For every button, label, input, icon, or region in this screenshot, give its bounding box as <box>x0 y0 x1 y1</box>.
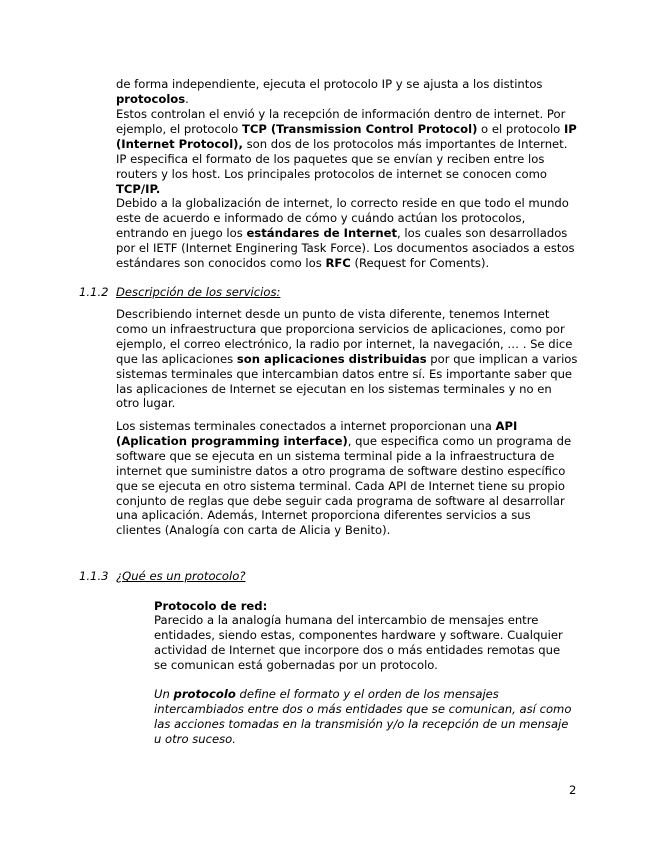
bold-term-protocolos: protocolos <box>116 91 186 106</box>
text-run: , que especifica como un programa de software que se ejecuta en un sistema terminal pide a la infraestructura de internet que suministre datos a otro programa de software destino específico que se ejecuta en otro sistema terminal. Cada API de Internet tiene su propio conjunto de reglas que debe seguir cada programa de software al desarrollar una aplicación. Además, Internet proporciona diferentes servicios a sus clientes (Analogía con carta de Alicia y Benito). <box>116 433 572 538</box>
section-number: 1.1.2 <box>79 285 109 299</box>
bold-term-rfc: RFC <box>325 255 351 270</box>
section-number: 1.1.3 <box>79 569 109 583</box>
text-run: (Request for Coments). <box>350 255 490 270</box>
text-run: Un <box>154 687 174 701</box>
page-number: 2 <box>569 783 577 797</box>
paragraph-protocols-control <box>116 107 578 196</box>
text-run: son dos de los protocolos más importantes de Internet. IP especifica el formato de los paquetes que se envían y reciben entre los routers y los host. Los principales protocolos de internet se conocen como <box>116 136 568 181</box>
text-run: . <box>185 91 189 106</box>
paragraph-globalization <box>116 196 578 271</box>
text-run: o el protocolo <box>477 121 564 136</box>
bold-term-ip: IP (Internet Protocol), <box>116 121 577 151</box>
paragraph-services-description <box>116 307 578 411</box>
text-run: , los cuales son desarrollados por el IETF (Internet Enginering Task Force). Los documentos asociados a estos estándares son conocidos como los <box>116 225 575 270</box>
text-run: Estos controlan el envió y la recepción de información dentro de internet. Por ejemplo, el protocolo <box>116 107 566 136</box>
text-run: por que implican a varios sistemas terminales que intercambian datos entre sí. Es importante saber que las aplicaciones de Internet se ejecutan en los sistemas terminales y no en otro lugar. <box>116 351 578 411</box>
paragraph-protocol-analogy: Parecido a la analogía humana del intercambio de mensajes entre entidades, siendo estas, componentes hardware y software. Cualquier actividad de Internet que incorpore dos o más entidades remotas que se comunican está gobernadas por un protocolo. <box>154 613 563 672</box>
paragraph-protocol-definition <box>154 687 574 747</box>
bold-term-api: API (Aplication programming interface) <box>116 419 518 448</box>
paragraph-intro-continuation <box>116 77 578 107</box>
bold-term-protocolo: protocolo <box>173 687 236 701</box>
text-run: Debido a la globalización de internet, lo correcto reside en que todo el mundo este de acuerdo e informado de cómo y cuándo actúan los protocolos, entrando en juego los <box>116 196 569 240</box>
bold-subtitle: Protocolo de red: <box>154 599 268 613</box>
section-title: ¿Qué es un protocolo? <box>116 569 246 583</box>
section-heading-1-1-3 <box>79 569 245 584</box>
paragraph-api <box>116 419 578 538</box>
subtitle-network-protocol <box>154 599 574 614</box>
section-title: Descripción de los servicios: <box>116 285 281 299</box>
text-run: define el formato y el orden de los mensajes intercambiados entre dos o más entidades que se comunican, así como las acciones tomadas en la transmisión y/o la recepción de un mensaje u otro suceso. <box>154 687 572 746</box>
bold-term-internet-standards: estándares de Internet <box>246 225 398 240</box>
bold-term-tcp: TCP (Transmission Control Protocol) <box>241 121 478 136</box>
bold-term-tcpip: TCP/IP. <box>116 181 161 196</box>
bold-term-distributed-apps: son aplicaciones distribuidas <box>236 351 427 366</box>
text-run: Describiendo internet desde un punto de vista diferente, tenemos Internet como un infraestructura que proporciona servicios de aplicaciones, como por ejemplo, el correo electrónico, la radio por internet, la navegación, … . Se dice que las aplicaciones <box>116 307 573 366</box>
text-run: de forma independiente, ejecuta el protocolo IP y se ajusta a los distintos <box>116 77 543 91</box>
text-run: Los sistemas terminales conectados a internet proporcionan una <box>116 419 496 433</box>
section-heading-1-1-2 <box>79 285 280 300</box>
